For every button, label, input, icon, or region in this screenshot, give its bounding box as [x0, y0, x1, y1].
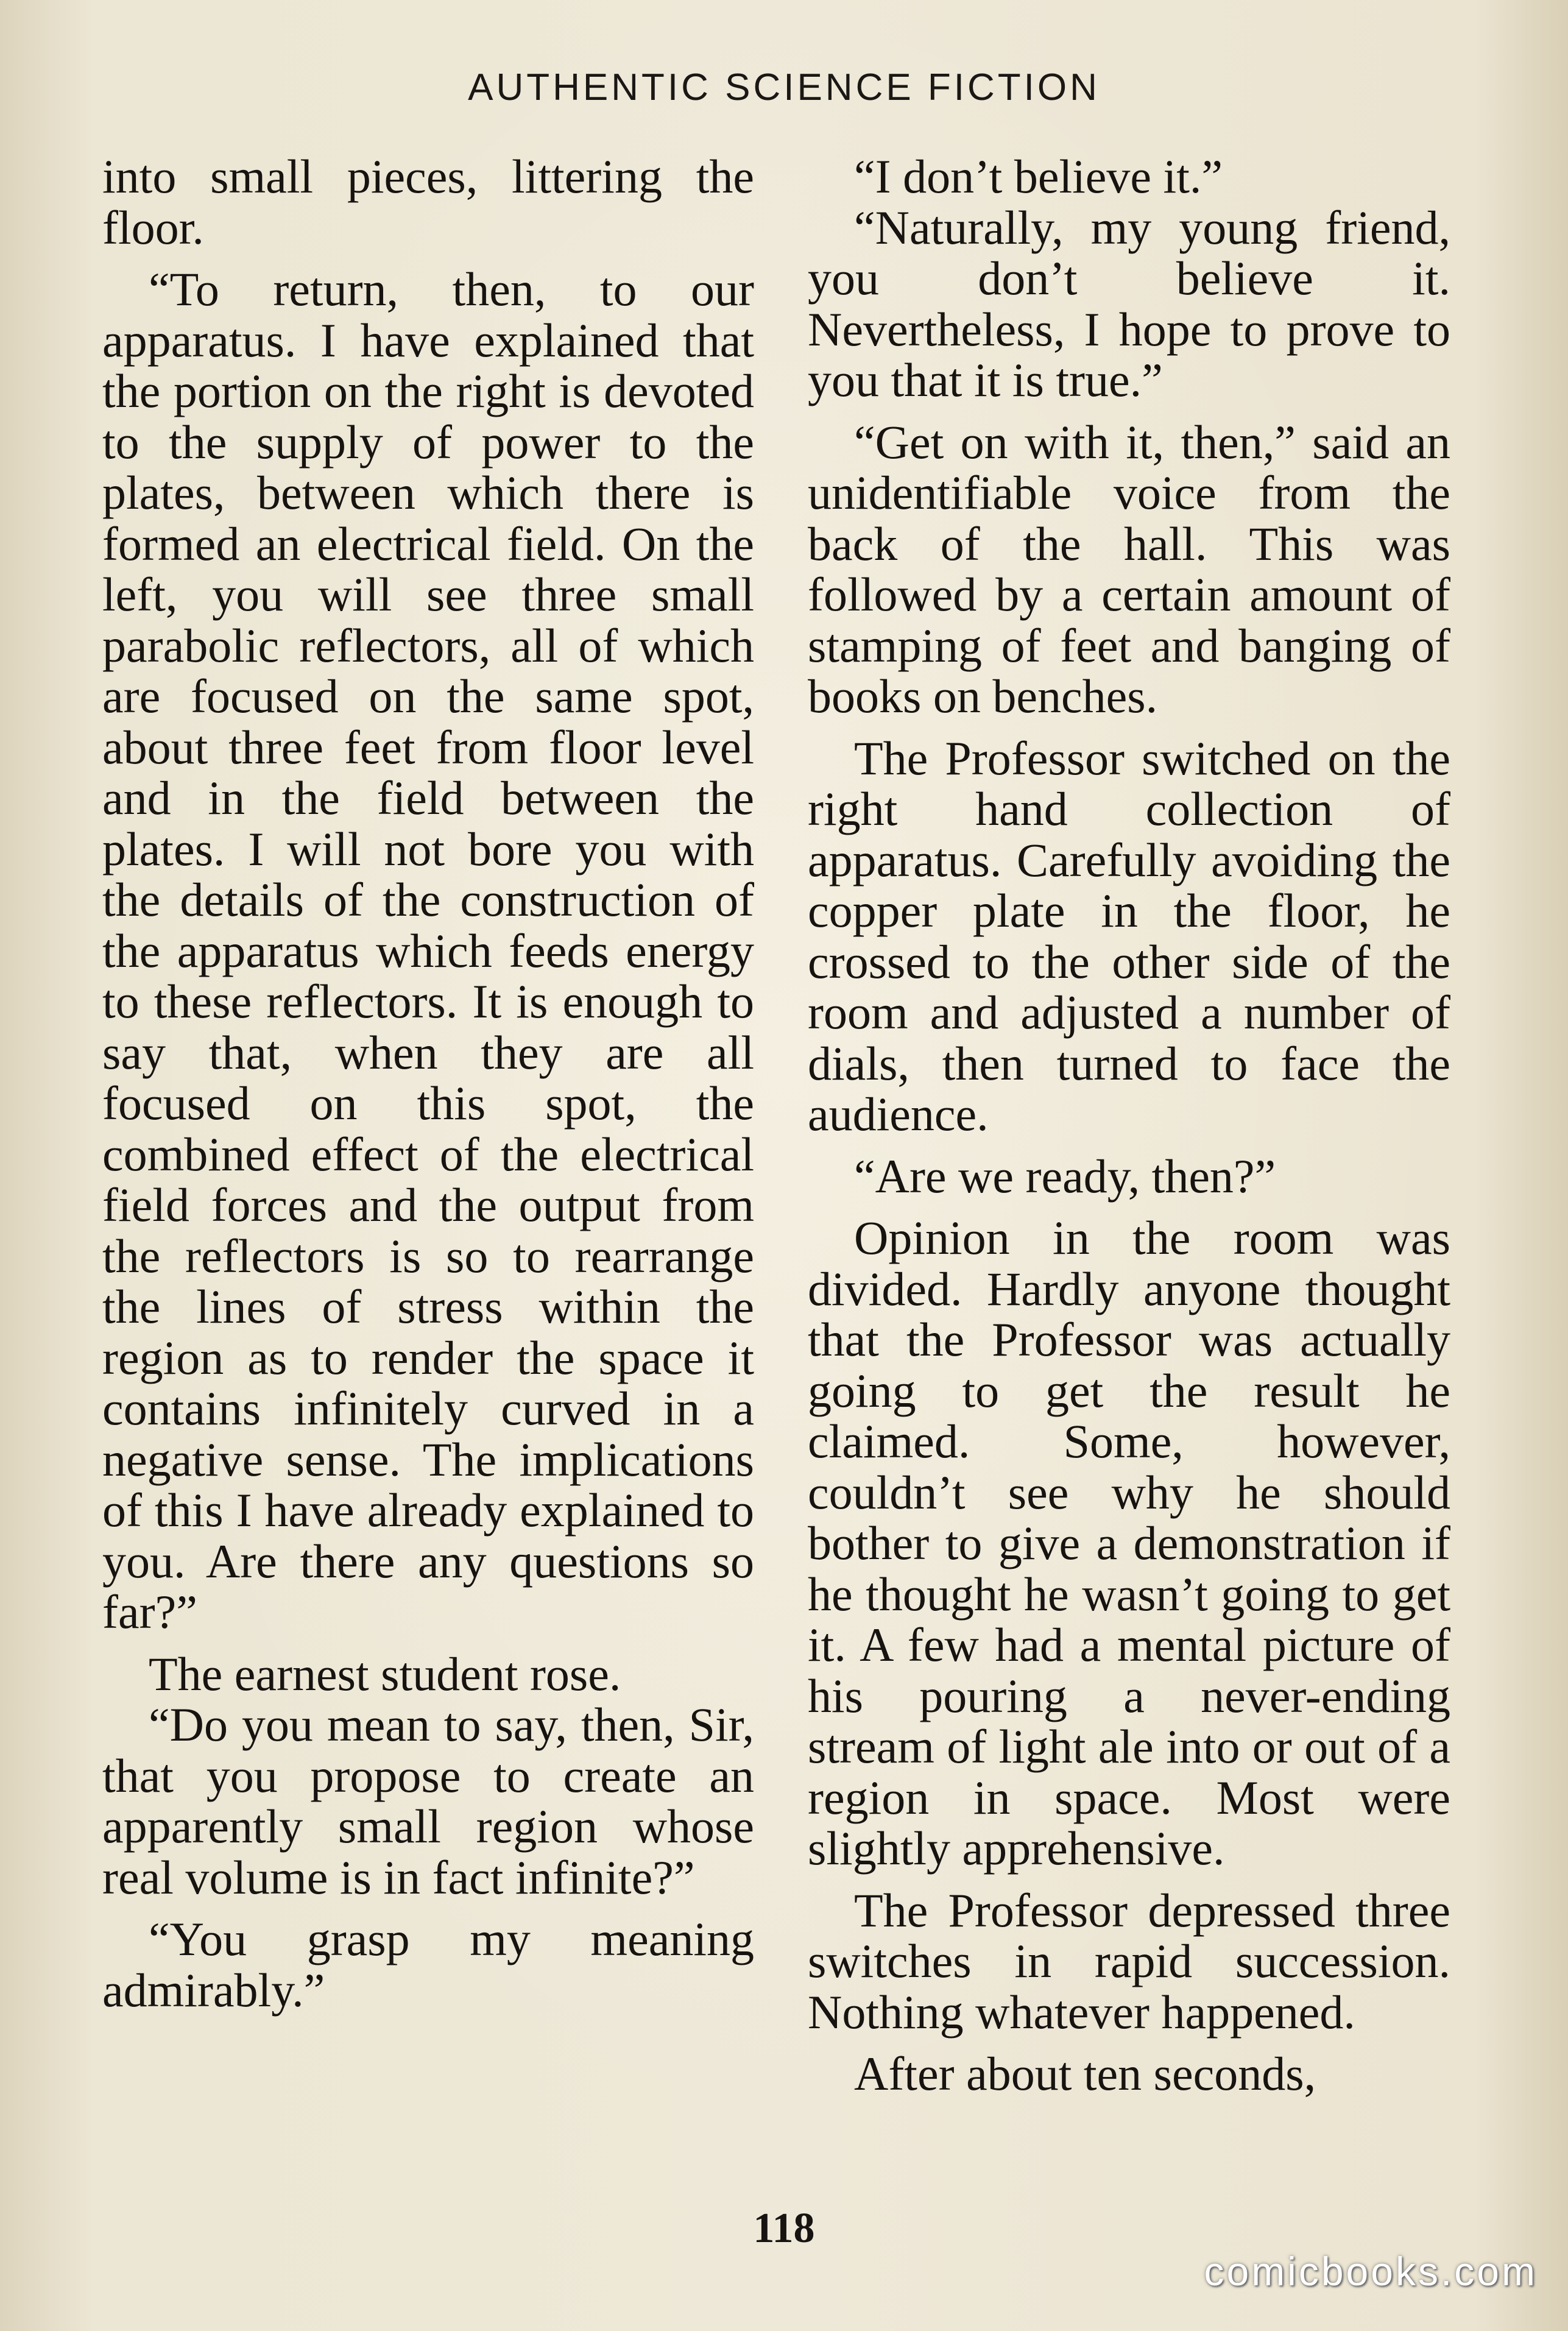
paragraph: “You grasp my meaning admirably.” [102, 1912, 754, 2017]
paragraph: “Get on with it, then,” said an unidentifiable voice from the back of the hall. This was followed by a certain amount of stamping of feet and banging of books on benches. [808, 415, 1450, 723]
paragraph: “Are we ready, then?” [854, 1149, 1276, 1203]
paragraph: “Naturally, my young friend, you don’t believe it. Nevertheless, I hope to prove to you that it is true.” [808, 200, 1450, 406]
paragraph: “To return, then, to our apparatus. I have explained that the portion on the right is devoted to the supply of power to the plates, between which there is formed an electrical field. On the left, you will see three small parabolic reflectors, all of which are focused on the same spot, about three feet from floor level and in the field between the plates. I will not bore you with the details of the construction of the apparatus which feeds energy to these reflectors. It is enough to say that, when they are all focused on this spot, the combined effect of the electrical field forces and the output from the reflectors is so to rearrange the lines of stress within the region as to render the space it contains infinitely curved in a negative sense. The implications of this I have already explained to you. Are there any questions so far?” [102, 263, 754, 1638]
right-column [808, 151, 1450, 2110]
paragraph: The earnest student rose. [149, 1647, 621, 1700]
paragraph: “I don’t believe it.” [854, 150, 1223, 203]
paragraph: “Do you mean to say, then, Sir, that you propose to create an apparently small region whose real volume is in fact infinite?” [102, 1698, 754, 1904]
page-number: 118 [753, 2205, 815, 2252]
running-head: AUTHENTIC SCIENCE FICTION [468, 66, 1100, 108]
paragraph: Opinion in the room was divided. Hardly anyone thought that the Professor was actually going to get the result he claimed. Some, however, couldn’t see why he should bother to give a demonstration if he thought he wasn’t going to get it. A few had a mental picture of his pouring a never-ending stream of light ale into or out of a region in space. Most were slightly apprehensive. [808, 1211, 1450, 1875]
paragraph: The Professor switched on the right hand collection of apparatus. Carefully avoiding the copper plate in the floor, he crossed to the other side of the room and adjusted a number of dials, then turned to face the audience. [808, 731, 1450, 1141]
paragraph: into small pieces, littering the floor. [102, 150, 754, 254]
paragraph: The Professor depressed three switches in rapid succession. Nothing whatever happened. [808, 1883, 1450, 2039]
watermark: comicbooks.com [1204, 2249, 1538, 2294]
paragraph: After about ten seconds, [854, 2047, 1316, 2100]
left-column [102, 151, 754, 2026]
